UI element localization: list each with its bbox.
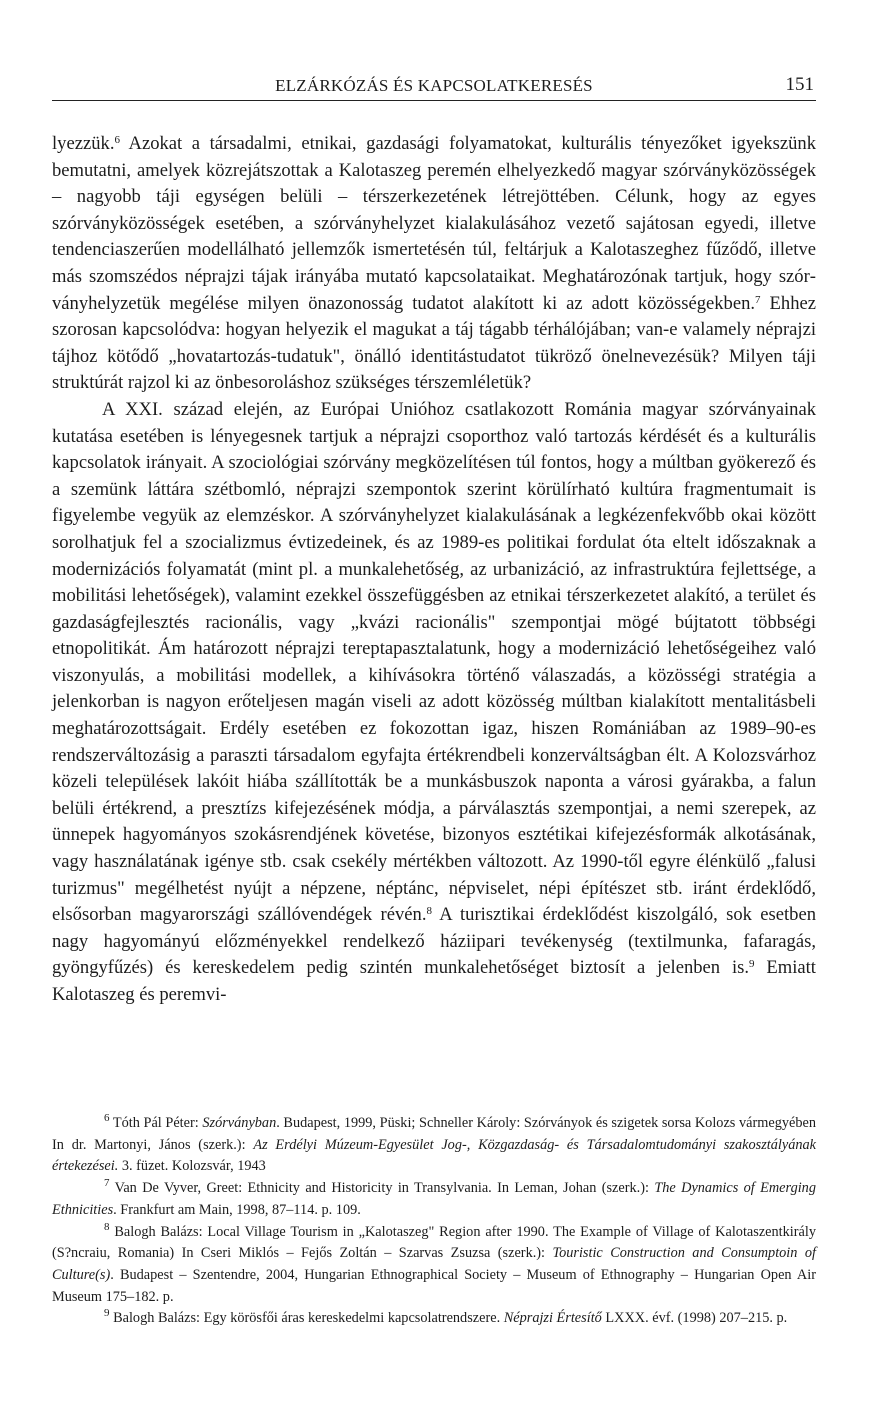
footnote-reference: 7 (755, 293, 761, 306)
page-number: 151 (785, 74, 814, 95)
text-run: lyezzük. (52, 133, 115, 154)
footnote (52, 1178, 816, 1221)
footnote-number: 9 (104, 1307, 110, 1320)
body-paragraph (52, 397, 816, 1009)
text-run: Tóth Pál Péter: (109, 1115, 203, 1131)
footnote-reference: 6 (114, 134, 120, 146)
italic-title: Az Erdélyi Múzeum-Egyesület Jog-, Közgazdaság- és Társadalomtudományi szakosztályának értekezései. (52, 1136, 816, 1175)
footnote (52, 1222, 816, 1309)
text-run: Balogh Balázs: Egy körösfői áras kereskedelmi kapcsolatrendszere. (109, 1310, 504, 1327)
text-run: Ehhez szorosan kapcsolódva: hogyan helyezik el magukat a táj tágabb térhálójában; van-e valamely néprajzi tájhoz kötődő „hovatartozás-tudatuk", önálló identitástudatot tükröző önelnevezésük? Milyen táji struktúrát rajzol ki az önbesoroláshoz szükséges térszemléletük? (52, 292, 816, 394)
page-header (52, 74, 816, 101)
running-title: ELZÁRKÓZÁS ÉS KAPCSOLATKERESÉS (275, 76, 593, 95)
text-run: Balogh Balázs: Local Village Tourism in „Kalotaszeg" Region after 1990. The Example of Village of Kalotaszentkirály (S?ncraiu, Romania) In Cseri Miklós – Fejős Zoltán – Szarvas Zsuzsa (szerk.): (52, 1223, 816, 1262)
footnotes (52, 1113, 816, 1330)
text-run: . Budapest, 1999, Püski; Schneller Károly: Szórványok és szigetek sorsa Kolozs vármegyében In dr. Martonyi, János (szerk.): (52, 1115, 816, 1153)
text-run: LXXX. évf. (1998) 207–215. p. (601, 1310, 788, 1327)
text-run: . Budapest – Szentendre, 2004, Hungarian Ethnographical Society – Museum of Ethnography – Hungarian Open Air Museum 175–182. p. (52, 1266, 816, 1305)
text-run: Azokat a társadalmi, etnikai, gazdasági folyamatokat, kulturális tényezőket igyekszünk bemutatni, amelyek közrejátszottak a Kalotaszeg peremén elhelyezkedő magyar szórványközösségek – nagyobb táji egységen belüli – térszerkezetének létrejöttében. Célunk, hogy az egyes szórványközösségek esetében, a szórványhelyzet kialakulásához vezető sajátosan egyedi, illetve tendenciaszerűen modellálható jellemzők ismertetésén túl, feltárjuk a Kalotaszeghez fűződő, illetve más szomszédos néprajzi tájak irányába mutató kapcsolataikat. Meghatározónak tartjuk, hogy szórványhelyzetük megélése milyen önazonosság tudatot alakított ki az adott közösségekben. (52, 133, 816, 314)
footnote-number: 8 (104, 1220, 110, 1233)
body-paragraph (52, 131, 816, 397)
body-text (52, 131, 816, 1009)
italic-title: Szórványban (202, 1115, 277, 1131)
text-run: A XXI. század elején, az Európai Unióhoz csatlakozott Románia magyar szórványainak kutatása esetében is lényegesnek tartjuk a néprajzi csoporthoz való tartozás kérdését és a kulturális kapcsolatok irányait. A szociológiai szórvány megközelítésen túl fontos, hogy a múltban gyökerező és a szemünk láttára szétbomló, néprajzi szempontok szerint körülírható kultúra fragmentumait is figyelembe vegyük az elemzéskor. A szórványhelyzet kialakulásának a legkézenfekvőbb okai között sorolhatjuk fel a szocializmus évtizedeinek, és az 1989-es politikai fordulat óta eltelt időszaknak a modernizációs folyamatát (mint pl. a munkalehetőség, az urbanizáció, az infrastruktúra fejlettsége, a mobilitási lehetőségek), valamint ezekkel összefüggésben az etnikai térszerkezetet alakító, a terület és gazdaságfejlesztés racionális, vagy „kvázi racionális" szempontjai mögé bújtatott többségi etnopolitikát. Ám határozott néprajzi tereptapasztalatunk, hogy a modernizáció lehetőségeihez való viszonyulás, a mobilitási modellek, a kihívásokra történő válaszadás, a közösségi stratégia a jelenkorban is nagyon erőteljesen magán viseli az adott közösség múltban kialakított mentalitásbeli meghatározottságait. Erdély esetében ez fokozottan igaz, hiszen Romániában az 1989–90-es rendszerváltozásig a paraszti társadalom egyfajta értékrendbeli konzerváltságban élt. A Kolozsvárhoz közeli települések lakóit hiába szállították be a munkásbuszok naponta a városi gyárakba, a falun belüli értékrend, a presztízs kifejezésének módja, a párválasztás szempontjai, a nemi szerepek, az ünnepek hagyományos szokásrendjének követése, bizonyos esztétikai kifejezésformák alkotásának, vagy használatának igénye stb. csak csekély mértékben változott. Az 1990-től egyre élénkülő „falusi turizmus" megélhetést nyújt a népzene, néptánc, népviselet, népi építészet stb. iránt érdeklődő, elsősorban magyarországi szállóvendégek révén. (52, 398, 816, 926)
footnote (52, 1308, 816, 1330)
text-run: . Frankfurt am Main, 1998, 87–114. p. 109. (113, 1201, 361, 1218)
italic-title: Néprajzi Értesítő (503, 1310, 602, 1327)
footnote (52, 1113, 816, 1178)
text-run: Van De Vyver, Greet: Ethnicity and Historicity in Transylvania. In Leman, Johan (szerk.): (109, 1180, 655, 1197)
text-run: A turisztikai érdeklődést kiszolgáló, sok esetben nagy hagyományú előzményekkel rendelkező háziipari tevékenység (textilmunka, fafaragás, gyöngyfűzés) és kereskedelem pedig szintén munkalehetőséget biztosít a jelenben is. (52, 904, 816, 979)
italic-title: Touristic Construction and Consumptoin of Culture(s) (52, 1245, 816, 1283)
footnote-reference: 9 (749, 958, 755, 971)
footnote-number: 6 (104, 1112, 110, 1124)
footnote-number: 7 (104, 1177, 110, 1190)
text-run: 3. füzet. Kolozsvár, 1943 (118, 1158, 266, 1175)
text-run: Emiatt Kalotaszeg és peremvi- (52, 957, 816, 1005)
footnote-reference: 8 (426, 905, 432, 918)
italic-title: The Dynamics of Emerging Ethnicities (52, 1180, 816, 1218)
